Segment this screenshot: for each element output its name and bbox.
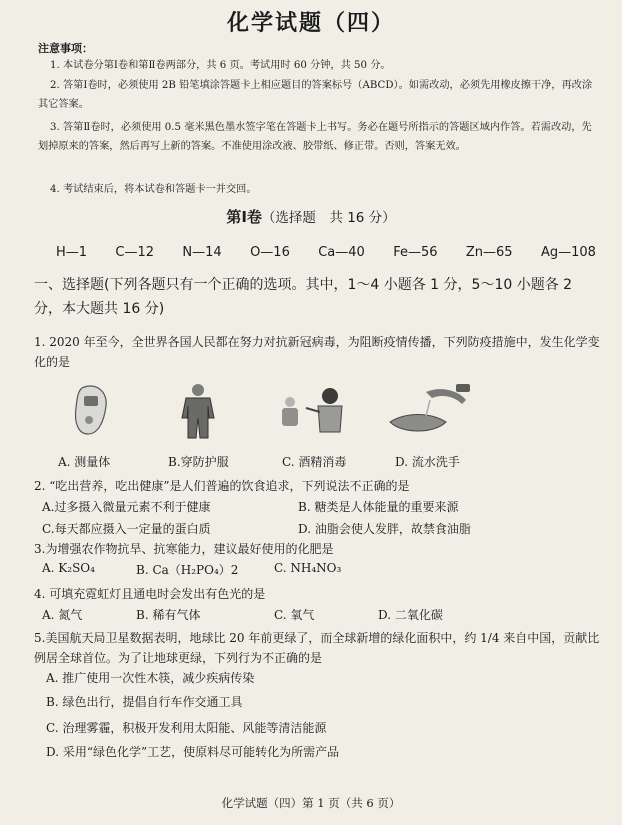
thermometer-image <box>68 382 116 438</box>
atomic-mass-item: Ag—108 <box>540 245 596 260</box>
question-2-stem: 2. “吃出营养，吃出健康”是人们普遍的饮食追求，下列说法不正确的是 <box>34 479 410 493</box>
atomic-mass-item: Zn—65 <box>465 245 513 260</box>
question-3-option-b: B. Ca（H₂PO₄）2 <box>136 563 239 577</box>
atomic-mass-item: O—16 <box>250 245 290 260</box>
question-3-option-c: C. NH₄NO₃ <box>274 561 342 575</box>
question-1-images <box>60 382 580 442</box>
atomic-mass-item: Ca—40 <box>318 245 365 260</box>
atomic-mass-item: N—14 <box>182 245 222 260</box>
note-item-3: 3. 答第Ⅱ卷时，必须使用 0.5 毫米黑色墨水签字笔在答题卡上书写。务必在题号所指示的答题区域内作答。若需改动，先划掉原来的答案，然后再写上新的答案。不准使用涂改液、胶带纸、修正带。否则，答案无效。 <box>38 122 592 152</box>
question-1-option-c: C. 酒精消毒 <box>282 455 347 469</box>
question-2-option-a: A.过多摄入微量元素不利于健康 <box>42 500 211 514</box>
choice-instructions: 一、选择题(下列各题只有一个正确的选项。其中，1～4 小题各 1 分，5～10 小题各 2 分，本大题共 16 分) <box>34 277 573 317</box>
question-4-option-c: C. 氧气 <box>274 608 315 622</box>
atomic-mass-item: H—1 <box>56 245 88 260</box>
notes-heading: 注意事项： <box>38 42 93 55</box>
question-5-option-d: D. 采用“绿色化学”工艺，使原料尽可能转化为所需产品 <box>46 745 340 759</box>
protective-suit-image <box>178 382 218 442</box>
question-1-option-b: B.穿防护服 <box>168 455 229 469</box>
question-5-stem: 5.美国航天局卫星数据表明，地球比 20 年前更绿了，而全球新增的绿化面积中，约 1/4 来自中国，贡献比例居全球首位。为了让地球更绿，下列行为不正确的是 <box>34 631 600 665</box>
question-5-option-b: B. 绿色出行，提倡自行车作交通工具 <box>46 695 243 709</box>
question-3-stem: 3.为增强农作物抗旱、抗寒能力，建议最好使用的化肥是 <box>34 542 334 556</box>
question-2-option-c: C.每天都应摄入一定量的蛋白质 <box>42 522 211 536</box>
section-title-main: 第Ⅰ卷 <box>226 208 262 226</box>
page-footer: 化学试题（四）第 1 页（共 6 页） <box>221 796 401 810</box>
question-4-option-b: B. 稀有气体 <box>136 608 201 622</box>
note-item-2: 2. 答第Ⅰ卷时，必须使用 2B 铅笔填涂答题卡上相应题目的答案标号（ABCD）。如需改动，必须先用橡皮擦干净，再改涂其它答案。 <box>38 80 593 110</box>
question-1-option-d: D. 流水洗手 <box>395 455 460 469</box>
section-title <box>0 206 622 227</box>
atomic-mass-item: Fe—56 <box>393 245 438 260</box>
faucet-image <box>386 382 476 438</box>
section-title-sub: （选择题 共 16 分） <box>261 210 396 226</box>
alcohol-spray-image <box>278 382 350 438</box>
question-3-option-a: A. K₂SO₄ <box>42 561 95 575</box>
page-title: 化学试题（四） <box>226 11 395 36</box>
question-1-stem: 1. 2020 年至今，全世界各国人民都在努力对抗新冠病毒，为阻断疫情传播，下列防疫措施中，发生化学变化的是 <box>34 335 600 369</box>
question-2-option-b: B. 糖类是人体能量的重要来源 <box>298 500 459 514</box>
question-4-option-d: D. 二氧化碳 <box>378 608 443 622</box>
note-item-4: 4. 考试结束后，将本试卷和答题卡一并交回。 <box>50 184 257 195</box>
question-2-option-d: D. 油脂会使人发胖，故禁食油脂 <box>298 522 471 536</box>
question-5-option-a: A. 推广使用一次性木筷，减少疾病传染 <box>46 671 255 685</box>
atomic-mass-item: C—12 <box>115 245 155 260</box>
question-5-option-c: C. 治理雾霾，积极开发利用太阳能、风能等清洁能源 <box>46 721 327 735</box>
note-item-1: 1. 本试卷分第Ⅰ卷和第Ⅱ卷两部分，共 6 页。考试用时 60 分钟，共 50 分。 <box>50 60 391 71</box>
question-4-stem: 4. 可填充霓虹灯且通电时会发出有色光的是 <box>34 587 266 601</box>
atomic-masses <box>56 245 596 260</box>
question-1-option-a: A. 测量体 <box>58 455 111 469</box>
question-4-option-a: A. 氮气 <box>42 608 83 622</box>
